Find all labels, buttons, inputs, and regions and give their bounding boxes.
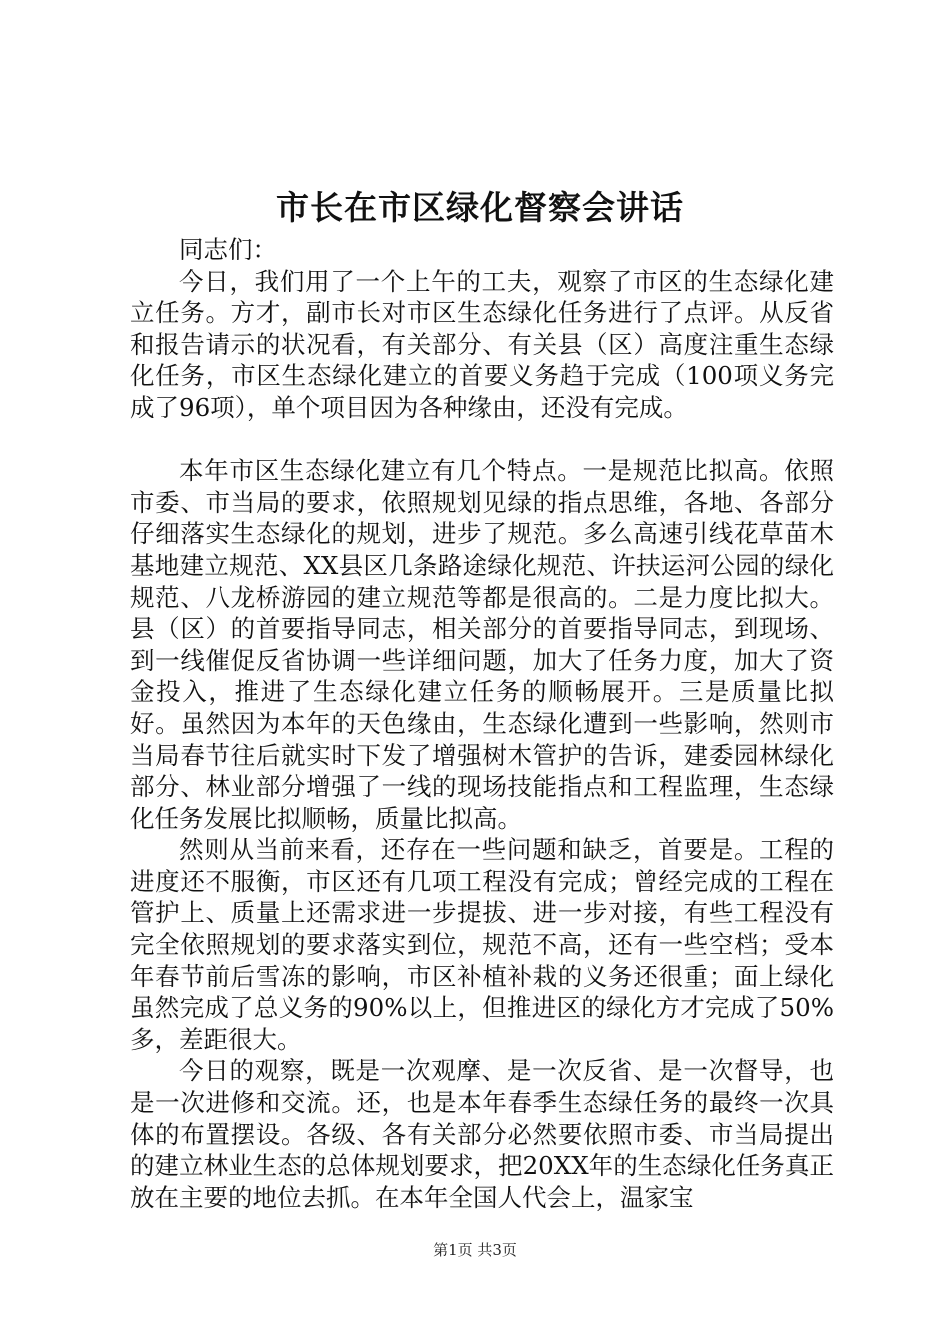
body-paragraph: 然则从当前来看，还存在一些问题和缺乏，首要是。工程的进度还不服衡，市区还有几项工程没有完成；曾经完成的工程在管护上、质量上还需求进一步提拔、进一步对接，有些工程没有完全依照规划的要求落实到位，规范不高，还有一些空档；受本年春节前后雪冻的影响，市区补植补栽的义务还很重；面上绿化虽然完成了总义务的90%以上，但推进区的绿化方才完成了50%多，差距很大。	[130, 835, 834, 1054]
body-paragraph: 今日的观察，既是一次观摩、是一次反省、是一次督导，也是一次进修和交流。还，也是本年春季生态绿任务的最终一次具体的布置摆设。各级、各有关部分必然要依照市委、市当局提出的建立林业生态的总体规划要求，把20XX年的生态绿化任务真正放在主要的地位去抓。在本年全国人代会上，温家宝	[130, 1056, 834, 1212]
document-title: 市长在市区绿化督察会讲话	[276, 188, 684, 227]
document-body	[130, 234, 834, 1213]
page-number-footer: 第1页 共3页	[433, 1241, 517, 1259]
salutation-paragraph: 同志们：	[179, 235, 277, 264]
body-paragraph: 本年市区生态绿化建立有几个特点。一是规范比拟高。依照市委、市当局的要求，依照规划见绿的指点思维，各地、各部分仔细落实生态绿化的规划，进步了规范。多么高速引线花草苗木基地建立规范、XX县区几条路途绿化规范、许扶运河公园的绿化规范、八龙桥游园的建立规范等都是很高的。二是力度比拟大。县（区）的首要指导同志，相关部分的首要指导同志，到现场、到一线催促反省协调一些详细问题，加大了任务力度，加大了资金投入，推进了生态绿化建立任务的顺畅展开。三是质量比拟好。虽然因为本年的天色缘由，生态绿化遭到一些影响，然则市当局春节往后就实时下发了增强树木管护的告诉，建委园林绿化部分、林业部分增强了一线的现场技能指点和工程监理，生态绿化任务发展比拟顺畅，质量比拟高。	[130, 456, 834, 833]
body-paragraph: 今日，我们用了一个上午的工夫，观察了市区的生态绿化建立任务。方才，副市长对市区生态绿化任务进行了点评。从反省和报告请示的状况看，有关部分、有关县（区）高度注重生态绿化任务，市区生态绿化建立的首要义务趋于完成（100项义务完成了96项），单个项目因为各种缘由，还没有完成。	[130, 266, 834, 422]
